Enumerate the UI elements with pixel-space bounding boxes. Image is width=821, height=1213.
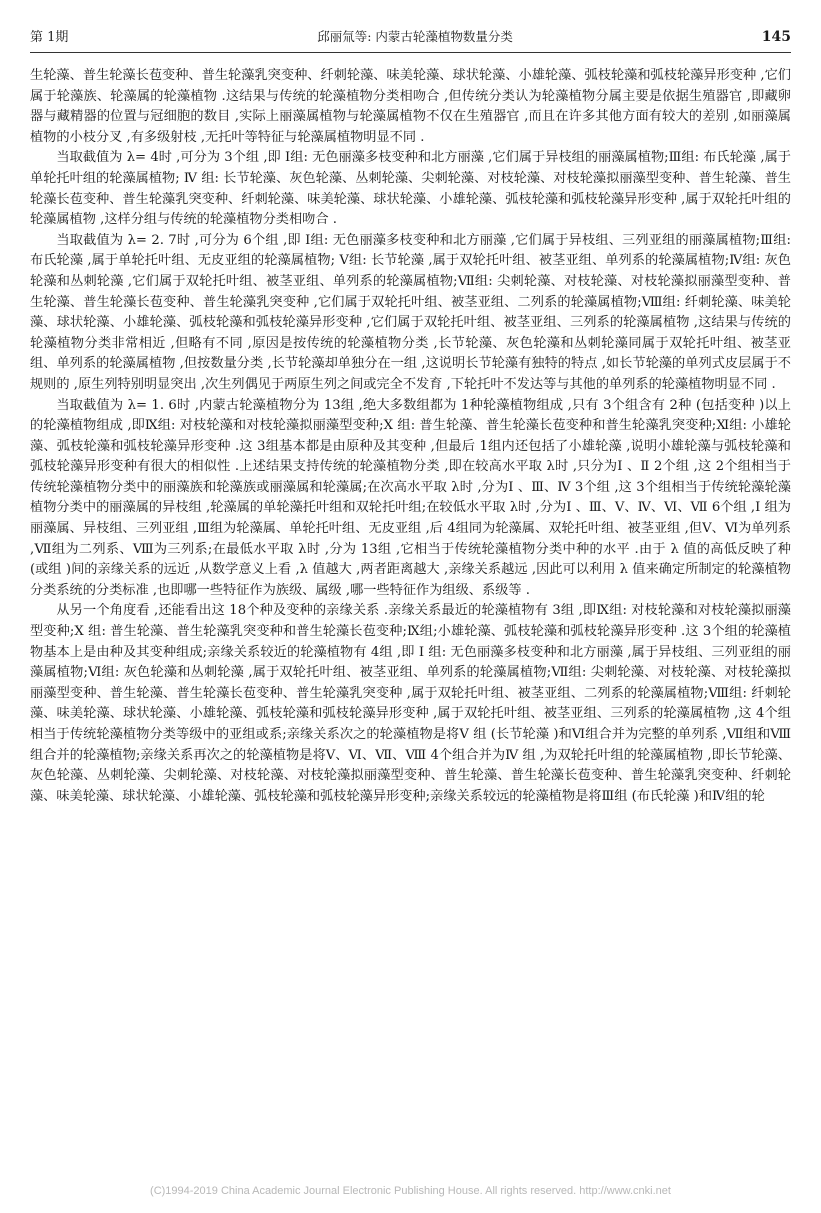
page-number: 145 bbox=[761, 29, 791, 45]
running-title: 邱丽氚等: 内蒙古轮藻植物数量分类 bbox=[317, 29, 513, 44]
header-rule bbox=[30, 52, 791, 53]
paragraph-kinship: 从另一个角度看 ,还能看出这 18个种及变种的亲缘关系 .亲缘关系最近的轮藻植物有 3组 ,即Ⅸ组: 对枝轮藻和对枝轮藻拟丽藻型变种;Ⅹ 组: 普生轮藻、普生轮藻乳突变种和普生轮藻长苞变种;Ⅸ组;小雄轮藻、弧枝轮藻和弧枝轮藻异形变种 .这 3个组的轮藻植物基本上是由种及其变种组成;亲缘关系较近的轮藻植物有 4组 ,即 Ⅰ 组: 无色丽藻多枝变种和北方丽藻 ,属于异枝组、三列亚组的丽藻属植物;Ⅵ组: 灰色轮藻和丛刺轮藻 ,属于双轮托叶组、被茎亚组、单列系的轮藻属植物;Ⅶ组: 尖刺轮藻、对枝轮藻、对枝轮藻拟丽藻型变种、普生轮藻、普生轮藻长苞变种、普生轮藻乳突变种 ,属于双轮托叶组、被茎亚组、二列系的轮藻属植物;Ⅷ组: 纤刺轮藻、味美轮藻、球状轮藻、小雄轮藻、弧枝轮藻和弧枝轮藻异形变种 ,属于双轮托叶组、被茎亚组、三列系的轮藻属植物 ,这 4个组相当于传统轮藻植物分类等级中的亚组或系;亲缘关系次之的轮藻植物是将Ⅴ 组 (长节轮藻 )和Ⅵ组合并为完整的单列系 ,Ⅶ组和Ⅷ组合并的轮藻植物;亲缘关系再次之的轮藻植物是将Ⅴ、Ⅵ、Ⅶ、Ⅷ 4个组合并为Ⅳ 组 ,为双轮托叶组的轮藻属植物 ,即长节轮藻、灰色轮藻、丛刺轮藻、尖刺轮藻、对枝轮藻、对枝轮藻拟丽藻型变种、普生轮藻、普生轮藻长苞变种、普生轮藻乳突变种、纤刺轮藻、味美轮藻、球状轮藻、小雄轮藻、弧枝轮藻和弧枝轮藻异形变种;亲缘关系较远的轮藻植物是将Ⅲ组 (布氏轮藻 )和Ⅳ组的轮 bbox=[30, 603, 791, 804]
paragraph-lambda-4: 当取截值为 λ= 4时 ,可分为 3个组 ,即 Ⅰ组: 无色丽藻多枝变种和北方丽藻 ,它们属于异枝组的丽藻属植物;Ⅲ组: 布氏轮藻 ,属于单轮托叶组的轮藻属植物; Ⅳ 组: 长节轮藻、灰色轮藻、丛刺轮藻、尖刺轮藻、对枝轮藻、对枝轮藻拟丽藻型变种、普生轮藻、普生轮藻长苞变种、普生轮藻乳突变种、纤刺轮藻、味美轮藻、球状轮藻、小雄轮藻、弧枝轮藻和弧枝轮藻异形变种 ,属于双轮托叶组的轮藻属植物 ,这样分组与传统的轮藻植物分类相吻合 . bbox=[30, 150, 791, 228]
copyright-watermark: (C)1994-2019 China Academic Journal Electronic Publishing House. All rights reserved. http://www.cnki.net bbox=[150, 1185, 671, 1197]
issue-label: 第 1期 bbox=[30, 30, 69, 45]
running-header bbox=[30, 26, 791, 48]
paragraph-lambda-2-7: 当取截值为 λ= 2. 7时 ,可分为 6个组 ,即 Ⅰ组: 无色丽藻多枝变种和北方丽藻 ,它们属于异枝组、三列亚组的丽藻属植物;Ⅲ组: 布氏轮藻 ,属于单轮托叶组、无皮亚组的轮藻属植物; Ⅴ组: 长节轮藻 ,属于双轮托叶组、被茎亚组、单列系的轮藻属植物;Ⅳ组: 灰色轮藻和丛刺轮藻 ,它们属于双轮托叶组、被茎亚组、单列系的轮藻属植物;Ⅶ组: 尖刺轮藻、对枝轮藻、对枝轮藻拟丽藻型变种、普生轮藻、普生轮藻长苞变种、普生轮藻乳突变种 ,它们属于双轮托叶组、被茎亚组、二列系的轮藻属植物;Ⅷ组: 纤刺轮藻、味美轮藻、球状轮藻、小雄轮藻、弧枝轮藻和弧枝轮藻异形变种 ,它们属于双轮托叶组、被茎亚组、三列系的轮藻属植物 ,这结果与传统的轮藻植物分类非常相近 ,但略有不同 ,原因是按传统的轮藻植物分类 ,长节轮藻、灰色轮藻和丛刺轮藻同属于双轮托叶组、被茎亚组、单列系的轮藻属植物 ,但按数量分类 ,长节轮藻却单独分在一组 ,这说明长节轮藻有独特的特点 ,如长节轮藻的单列式皮层属于不规则的 ,原生列特别明显突出 ,次生列偶见于两原生列之间或完全不发育 ,下轮托叶不发达等与其他的单列系的轮藻植物明显不同 . bbox=[30, 232, 791, 392]
paragraph-lambda-1-6: 当取截值为 λ= 1. 6时 ,内蒙古轮藻植物分为 13组 ,绝大多数组都为 1种轮藻植物组成 ,只有 3个组含有 2种 (包括变种 )以上的轮藻植物组成 ,即Ⅸ组: 对枝轮藻和对枝轮藻拟丽藻型变种;Ⅹ 组: 普生轮藻、普生轮藻长苞变种和普生轮藻乳突变种;Ⅺ组: 小雄轮藻、弧枝轮藻和弧枝轮藻异形变种 .这 3组基本都是由原种及其变种 ,但最后 1组内还包括了小雄轮藻 ,说明小雄轮藻与弧枝轮藻和弧枝轮藻异形变种有很大的相似性 .上述结果支持传统的轮藻植物分类 ,即在较高水平取 λ时 ,只分为Ⅰ 、Ⅱ 2个组 ,这 2个组相当于传统轮藻植物分类中的丽藻族和轮藻族或丽藻属和轮藻属;在次高水平取 λ时 ,分为Ⅰ 、Ⅲ、Ⅳ 3个组 ,这 3个组相当于传统轮藻轮藻植物分类中的丽藻属的异枝组 ,轮藻属的单轮藻托叶组和双轮托叶组;在较低水平取 λ时 ,分为Ⅰ 、Ⅲ、Ⅴ、Ⅳ、Ⅵ、Ⅶ 6个组 ,Ⅰ 组为丽藻属、异枝组、三列亚组 ,Ⅲ组为轮藻属、单轮托叶组、无皮亚组 ,后 4组同为轮藻属、双轮托叶组、被茎亚组 ,但Ⅴ、Ⅵ为单列系 ,Ⅶ组为二列系、Ⅷ为三列系;在最低水平取 λ时 ,分为 13组 ,它相当于传统轮藻植物分类中种的水平 .由于 λ 值的高低反映了种 (或组 )间的亲缘关系的远近 ,从数学意义上看 ,λ 值越大 ,两者距离越大 ,亲缘关系越远 ,因此可以利用 λ 值来确定所制定的轮藻植物分类系统的分类标准 ,也即哪一些特征作为族级、属级 ,哪一些特征作为组级、系级等 . bbox=[30, 397, 791, 598]
paragraph-continued: 生轮藻、普生轮藻长苞变种、普生轮藻乳突变种、纤刺轮藻、味美轮藻、球状轮藻、小雄轮藻、弧枝轮藻和弧枝轮藻异形变种 ,它们属于轮藻族、轮藻属的轮藻植物 .这结果与传统的轮藻植物分类相吻合 ,但传统分类认为轮藻植物分属主要是依据生殖器官 ,即藏卵器与藏精器的位置与冠细胞的数目 ,实际上丽藻属植物与轮藻属植物不仅在生殖器官 ,而且在许多其他方面有较大的差别 ,如丽藻属植物的小枝分叉 ,有多级射枝 ,无托叶等特征与轮藻属植物明显不同 . bbox=[30, 68, 791, 145]
article-body bbox=[30, 66, 791, 807]
